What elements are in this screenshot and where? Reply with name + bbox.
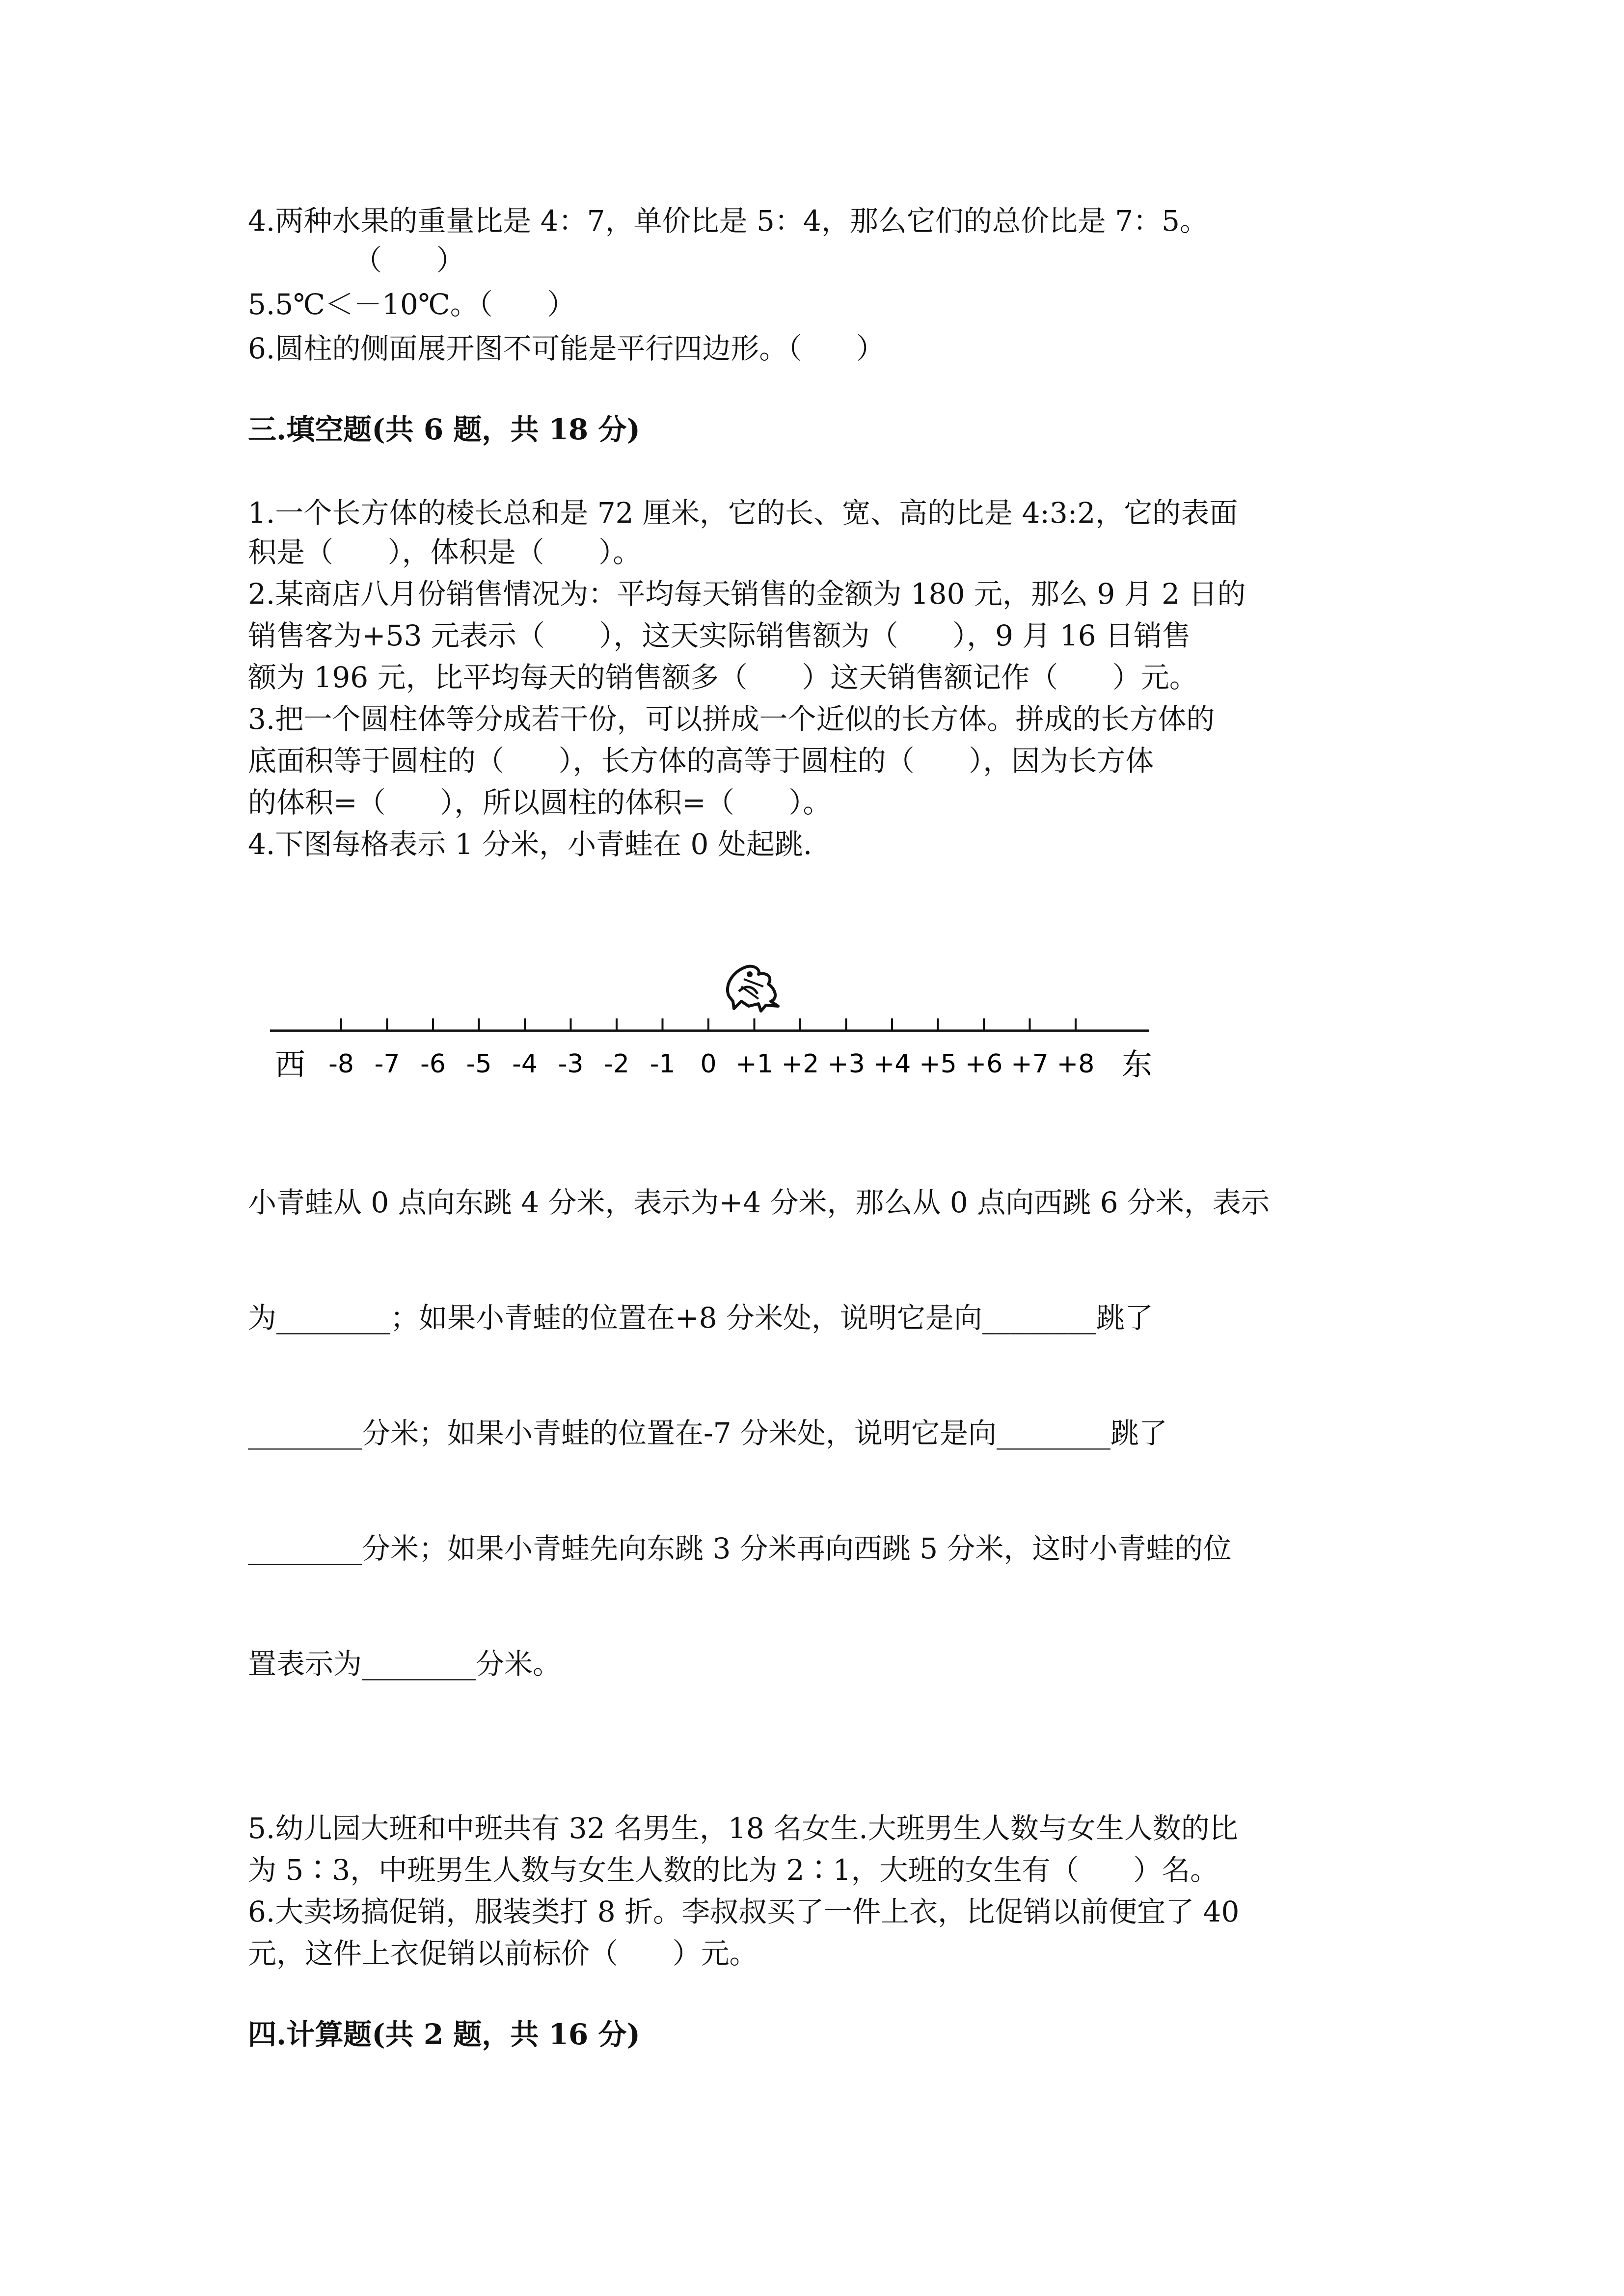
fill-q4-line2: 小青蛙从 0 点向东跳 4 分米，表示为+4 分米，那么从 0 点向西跳 6 分米，表示	[248, 1186, 1270, 1219]
fill-q4-line3: 为________；如果小青蛙的位置在+8 分米处，说明它是向________跳了	[248, 1301, 1153, 1335]
tick-label: +2	[781, 1049, 819, 1079]
fill-q2-line3: 额为 196 元，比平均每天的销售额多（ ）这天销售额记作（ ）元。	[248, 661, 1198, 694]
tick-label: +8	[1056, 1049, 1095, 1079]
tick-label: +5	[919, 1049, 957, 1079]
frog-icon	[728, 966, 778, 1011]
tick-label: -3	[558, 1049, 584, 1079]
fill-q1-line1: 1.一个长方体的棱长总和是 72 厘米，它的长、宽、高的比是 4:3:2，它的表面	[248, 496, 1238, 530]
fill-q1-line2: 积是（ ），体积是（ ）。	[248, 535, 642, 569]
fill-q3-line2: 底面积等于圆柱的（ ），长方体的高等于圆柱的（ ），因为长方体	[248, 744, 1154, 777]
fill-q4-line4: ________分米；如果小青蛙的位置在-7 分米处，说明它是向________跳了	[248, 1416, 1167, 1450]
tick-label: +4	[873, 1049, 911, 1079]
west-label: 西	[275, 1046, 306, 1082]
fill-q3-line3: 的体积=（ ），所以圆柱的体积=（ ）。	[248, 786, 832, 819]
fill-q6-line2: 元，这件上衣促销以前标价（ ）元。	[248, 1937, 758, 1970]
tick-label: 0	[700, 1049, 717, 1079]
fill-q4-line5: ________分米；如果小青蛙先向东跳 3 分米再向西跳 5 分米，这时小青蛙的位	[248, 1532, 1232, 1565]
section-3-heading: 三.填空题(共 6 题，共 18 分)	[248, 413, 640, 446]
number-line-figure	[260, 947, 1159, 1109]
tick-label: -4	[512, 1049, 538, 1079]
tick-label: +1	[735, 1049, 773, 1079]
judge-q4-line1: 4.两种水果的重量比是 4：7，单价比是 5：4，那么它们的总价比是 7：5。	[248, 204, 1209, 238]
section-4-heading: 四.计算题(共 2 题，共 16 分)	[248, 2018, 640, 2051]
tick-label: -6	[420, 1049, 446, 1079]
tick-label: -5	[466, 1049, 492, 1079]
fill-q3-line1: 3.把一个圆柱体等分成若干份，可以拼成一个近似的长方体。拼成的长方体的	[248, 702, 1215, 736]
fill-q4-line6: 置表示为________分米。	[248, 1647, 562, 1681]
tick-label: -2	[604, 1049, 629, 1079]
tick-label: +6	[965, 1049, 1003, 1079]
judge-q4-answer-blank: （ ）	[353, 243, 465, 277]
tick-label: -1	[650, 1049, 676, 1079]
judge-q5: 5.5℃＜－10℃。（ ）	[248, 288, 576, 321]
judge-q6: 6.圆柱的侧面展开图不可能是平行四边形。（ ）	[248, 332, 885, 365]
fill-q4-line1: 4.下图每格表示 1 分米，小青蛙在 0 处起跳.	[248, 828, 812, 861]
fill-q2-line1: 2.某商店八月份销售情况为：平均每天销售的金额为 180 元，那么 9 月 2 日的	[248, 577, 1246, 611]
tick-label: +7	[1011, 1049, 1049, 1079]
tick-label: -7	[374, 1049, 400, 1079]
fill-q5-line1: 5.幼儿园大班和中班共有 32 名男生，18 名女生.大班男生人数与女生人数的比	[248, 1812, 1238, 1845]
fill-q2-line2: 销售客为+53 元表示（ ），这天实际销售额为（ ），9 月 16 日销售	[248, 619, 1191, 652]
east-label: 东	[1122, 1046, 1153, 1082]
tick-label: +3	[827, 1049, 865, 1079]
fill-q6-line1: 6.大卖场搞促销，服装类打 8 折。李叔叔买了一件上衣，比促销以前便宜了 40	[248, 1895, 1240, 1928]
fill-q5-line2: 为 5∶3，中班男生人数与女生人数的比为 2∶1，大班的女生有（ ）名。	[248, 1853, 1219, 1887]
tick-label: -8	[328, 1049, 354, 1079]
